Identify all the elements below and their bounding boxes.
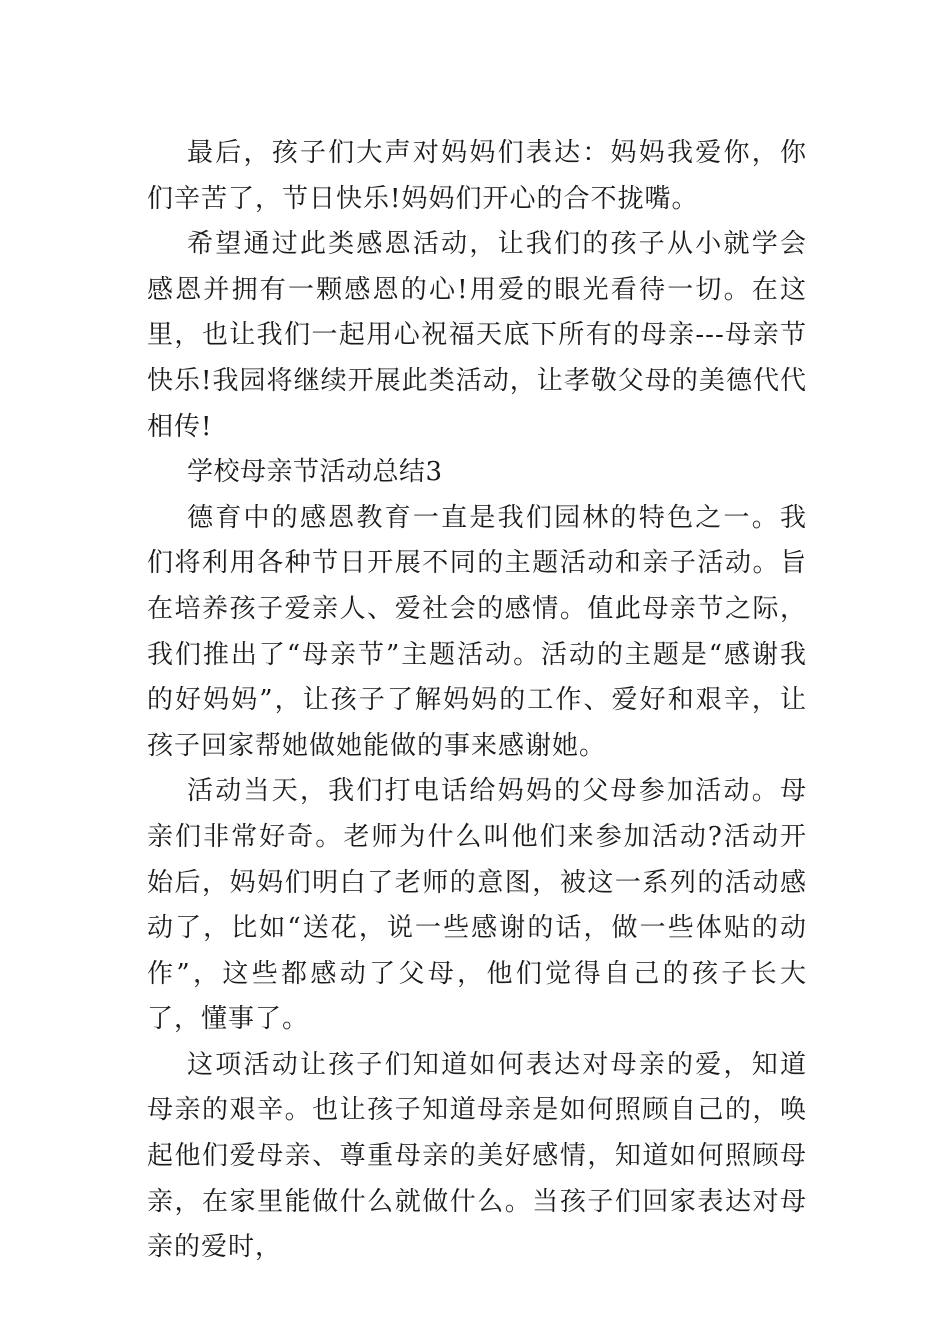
paragraph-gratitude-education: 德育中的感恩教育一直是我们园林的特色之一。我们将利用各种节日开展不同的主题活动和亲子活动。旨在培养孩子爱亲人、爱社会的感情。值此母亲节之际，我们推出了“母亲节”主题活动。活动的主题是“感谢我的好妈妈”，让孩子了解妈妈的工作、爱好和艰辛，让孩子回家帮她做她能做的事来感谢她。 [147,502,807,761]
paragraph-activity-impact: 这项活动让孩子们知道如何表达对母亲的爱，知道母亲的艰辛。也让孩子知道母亲是如何照顾自己的，唤起他们爱母亲、尊重母亲的美好感情，知道如何照顾母亲，在家里能做什么就做什么。当孩子们回家表达对母亲的爱时， [147,1049,807,1263]
paragraph-activity-day: 活动当天，我们打电话给妈妈的父母参加活动。母亲们非常好奇。老师为什么叫他们来参加活动?活动开始后，妈妈们明白了老师的意图，被这一系列的活动感动了，比如“送花，说一些感谢的话，做一些体贴的动作”，这些都感动了父母，他们觉得自己的孩子长大了，懂事了。 [147,776,807,1035]
paragraph-hope: 希望通过此类感恩活动，让我们的孩子从小就学会感恩并拥有一颗感恩的心!用爱的眼光看待一切。在这里，也让我们一起用心祝福天底下所有的母亲---母亲节快乐!我园将继续开展此类活动，让孝敬父母的美德代代相传! [147,229,807,442]
document-body [147,131,807,1271]
paragraph-closing-expression: 最后，孩子们大声对妈妈们表达：妈妈我爱你，你们辛苦了，节日快乐!妈妈们开心的合不拢嘴。 [147,138,807,214]
section-heading: 学校母亲节活动总结3 [187,457,443,488]
